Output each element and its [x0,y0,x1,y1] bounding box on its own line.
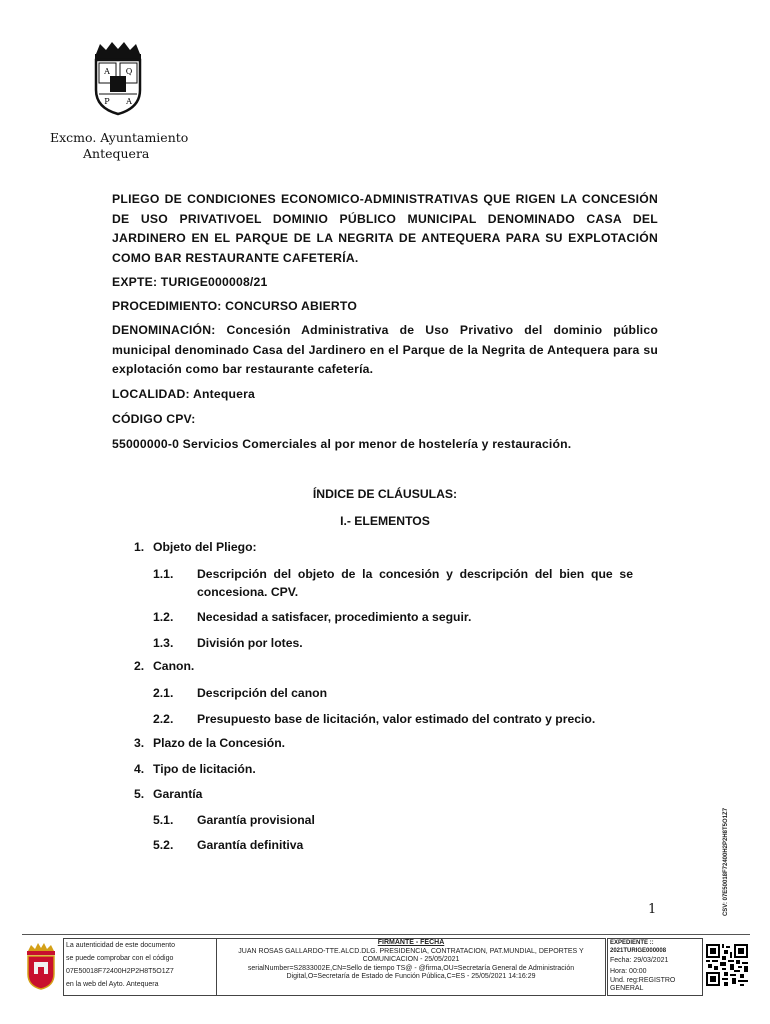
shield-letter: P [104,97,110,106]
toc-item: 5. Garantía [134,787,203,801]
toc-subitem: 5.2. Garantía definitiva [153,838,304,852]
authenticity-box [63,938,217,996]
shield-letter: Q [125,67,133,76]
expediente-code: 2021TURIGE000008 [610,948,667,954]
expte-line: EXPTE: TURIGE000008/21 [112,275,268,289]
toc-subitem: 1.1. Descripción del objeto de la concesión y descripción del bien que se concesiona. CPV. [153,567,633,599]
cpv-label: CÓDIGO CPV: [112,412,196,426]
procedimiento-line: PROCEDIMIENTO: CONCURSO ABIERTO [112,299,357,313]
signer-text: JUAN ROSAS GALLARDO-TTE.ALCD.DLG. PRESIDENCIA, CONTRATACION, PAT.MUNDIAL, DEPORTES Y COMUNICACION - 25/05/2021 [238,947,584,963]
shield-letter: A [126,97,132,106]
expediente-time: Hora: 00:00 [610,968,647,975]
toc-item: 4. Tipo de licitación. [134,762,256,776]
toc-subitem: 1.2. Necesidad a satisfacer, procedimiento a seguir. [153,610,472,624]
toc-subitem: 2.2. Presupuesto base de licitación, valor estimado del contrato y precio. [153,712,596,726]
page-number: 1 [648,902,657,917]
auth-line: 07E50018F72400H2P2H8T5O1Z7 [66,968,174,975]
toc-subitem: 1.3. División por lotes. [153,636,303,650]
footer-shield-icon [24,942,58,990]
toc-item: 2. Canon. [134,659,195,673]
auth-line: La autenticidad de este documento [66,942,175,949]
denominacion-paragraph: DENOMINACIÓN: Concesión Administrativa de Uso Privativo del dominio público municipal denominado Casa del Jardinero en el Parque de la Negrita de Antequera para su explotación como bar restaurante cafetería. [112,323,658,376]
org-line-1: Excmo. Ayuntamiento [50,130,189,145]
csv-side-code: CSV: 07E50018F72400H2P2H8T5O1Z7 [723,807,729,917]
localidad-line: LOCALIDAD: Antequera [112,387,256,401]
toc-subitem: 5.1. Garantía provisional [153,813,315,827]
expediente-registry: Und. reg:REGISTRO GENERAL [610,977,676,992]
toc-item: 1. Objeto del Pliego: [134,540,257,554]
expediente-header: EXPEDIENTE :: [610,940,654,946]
section-title: I.- ELEMENTOS [340,514,430,528]
shield-letter: A [104,67,110,76]
signer-detail: serialNumber=S2833002E,CN=Sello de tiempo TS@ - @firma,OU=Secretaría General de Administración Digital,O=Secretaría de Estado de Función Pública,C=ES - 25/05/2021 14:16:29 [247,964,575,980]
org-line-2: Antequera [83,146,150,161]
qr-code-icon [706,944,748,986]
signer-header: FIRMANTE - FECHA [377,939,445,946]
toc-item: 3. Plazo de la Concesión. [134,736,286,750]
expediente-date: Fecha: 29/03/2021 [610,957,669,964]
document-title: PLIEGO DE CONDICIONES ECONOMICO-ADMINISTRATIVAS QUE RIGEN LA CONCESIÓN DE USO PRIVATIVOEL DOMINIO PÚBLICO MUNICIPAL DENOMINADO CASA DEL JARDINERO EN EL PARQUE DE LA NEGRITA DE ANTEQUERA PARA SU EXPLOTACIÓN COMO BAR RESTAURANTE CAFETERÍA. [112,192,658,265]
cpv-value: 55000000-0 Servicios Comerciales al por menor de hostelería y restauración. [112,437,572,451]
auth-line: se puede comprobar con el código [66,955,174,962]
toc-subitem: 2.1. Descripción del canon [153,686,328,700]
municipal-coat-of-arms-icon [90,40,146,116]
signer-box [216,938,606,996]
auth-line: en la web del Ayto. Antequera [66,981,159,988]
municipality-name [50,130,190,162]
index-title: ÍNDICE DE CLÁUSULAS: [312,487,458,501]
expediente-box [607,938,703,996]
